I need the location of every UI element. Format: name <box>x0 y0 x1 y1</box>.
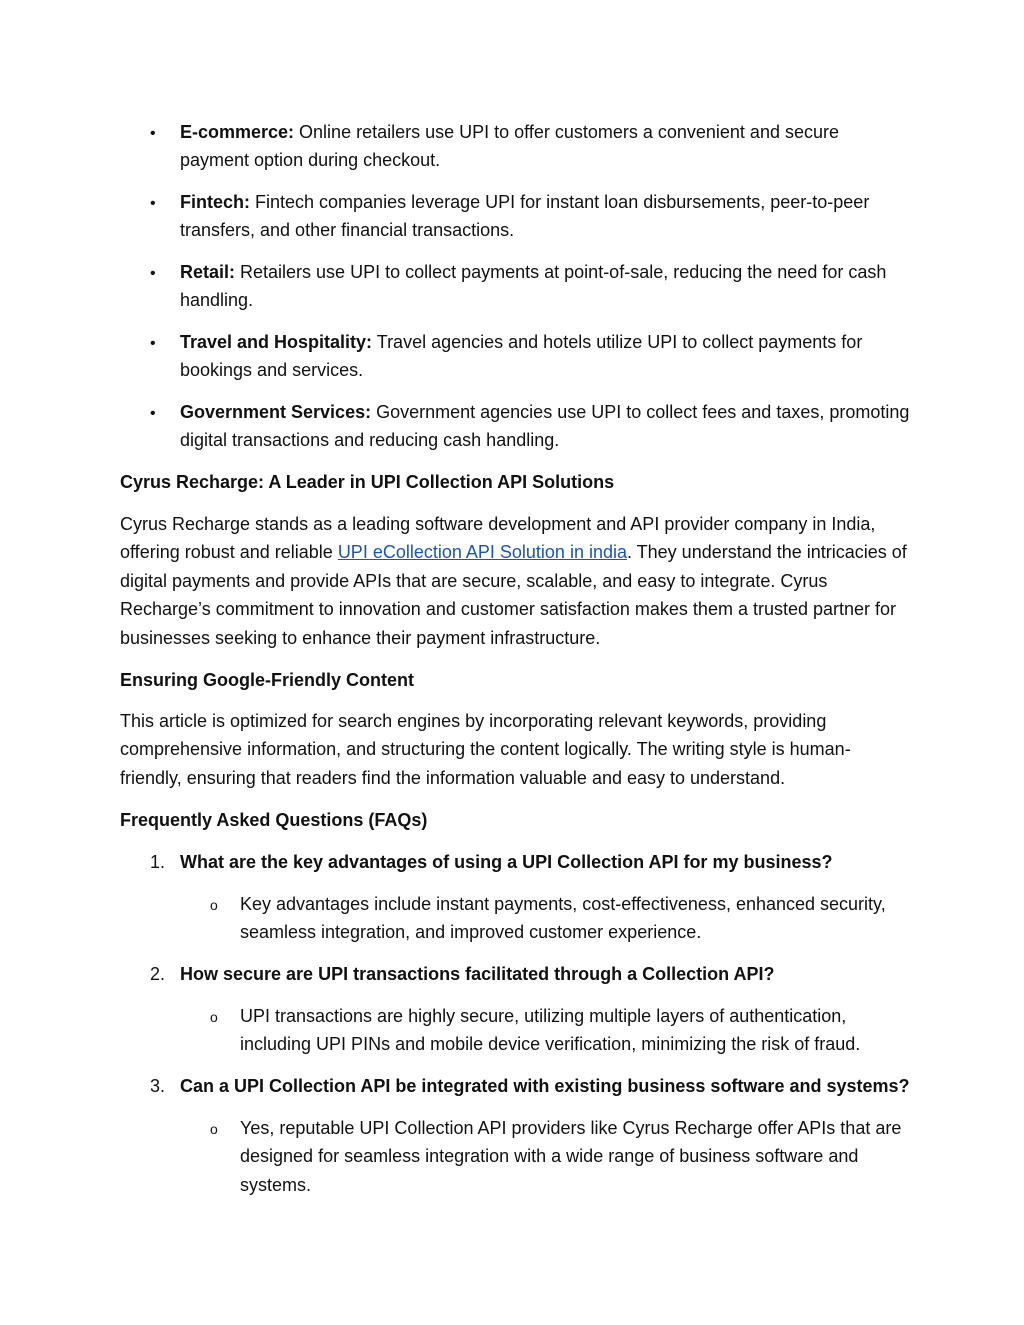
section-heading-google: Ensuring Google-Friendly Content <box>120 670 414 690</box>
bullet-marker: • <box>150 125 156 142</box>
paragraph-google: This article is optimized for search engines by incorporating relevant keywords, providing comprehensive information, and structuring the content logically. The writing style is human-friendly, ensuring that readers find the information valuable and easy to understand. <box>120 711 851 788</box>
list-item <box>180 258 910 315</box>
faq-question: How secure are UPI transactions facilitated through a Collection API? <box>180 964 775 984</box>
list-item <box>180 118 910 175</box>
bullet-text: Fintech companies leverage UPI for instant loan disbursements, peer-to-peer transfers, and other financial transactions. <box>180 192 870 241</box>
list-item <box>180 188 910 245</box>
faq-number: 3. <box>150 1076 166 1096</box>
paragraph-text: . They understand the intricacies of digital payments and provide APIs that are secure, scalable, and easy to integrate. Cyrus Recharge’s commitment to innovation and customer satisfaction makes them a trusted partner for businesses seeking to enhance their payment infrastructure. <box>120 542 907 648</box>
bullet-marker: • <box>150 265 156 282</box>
bullet-text: Retailers use UPI to collect payments at point-of-sale, reducing the need for cash handling. <box>180 262 887 311</box>
faq-question: What are the key advantages of using a UPI Collection API for my business? <box>180 852 833 872</box>
bullet-marker: • <box>150 195 156 212</box>
bullet-marker: • <box>150 405 156 422</box>
bullet-term: Retail: <box>180 262 236 282</box>
bullet-text: Government agencies use UPI to collect fees and taxes, promoting digital transactions and reducing cash handling. <box>180 402 910 451</box>
paragraph-cyrus <box>120 510 910 652</box>
bullet-marker: • <box>150 335 156 352</box>
faq-number: 1. <box>150 852 166 872</box>
list-item <box>180 398 910 455</box>
paragraph-text: Cyrus Recharge stands as a leading software development and API provider company in India, offering robust and reliable <box>120 514 876 563</box>
faq-question: Can a UPI Collection API be integrated with existing business software and systems? <box>180 1076 910 1096</box>
upi-ecollection-link[interactable]: UPI eCollection API Solution in india <box>337 542 627 563</box>
section-heading-cyrus: Cyrus Recharge: A Leader in UPI Collection API Solutions <box>120 472 615 492</box>
bullet-term: Government Services: <box>180 402 372 422</box>
bullet-text: Online retailers use UPI to offer customers a convenient and secure payment option during checkout. <box>180 122 839 171</box>
bullet-term: Fintech: <box>180 192 250 212</box>
section-heading-faqs: Frequently Asked Questions (FAQs) <box>120 810 428 830</box>
list-item <box>180 328 910 385</box>
bullet-term: Travel and Hospitality: <box>180 332 373 352</box>
faq-answer: UPI transactions are highly secure, utilizing multiple layers of authentication, including UPI PINs and mobile device verification, minimizing the risk of fraud. <box>240 1006 861 1055</box>
faq-answer: Key advantages include instant payments, cost-effectiveness, enhanced security, seamless integration, and improved customer experience. <box>240 894 886 943</box>
faq-number: 2. <box>150 964 166 984</box>
bullet-text: Travel agencies and hotels utilize UPI to collect payments for bookings and services. <box>180 332 863 381</box>
sub-bullet-marker: o <box>210 1121 218 1137</box>
bullet-term: E-commerce: <box>180 122 295 142</box>
sub-bullet-marker: o <box>210 897 218 913</box>
faq-answer: Yes, reputable UPI Collection API providers like Cyrus Recharge offer APIs that are designed for seamless integration with a wide range of business software and systems. <box>240 1118 902 1195</box>
sub-bullet-marker: o <box>210 1009 218 1025</box>
